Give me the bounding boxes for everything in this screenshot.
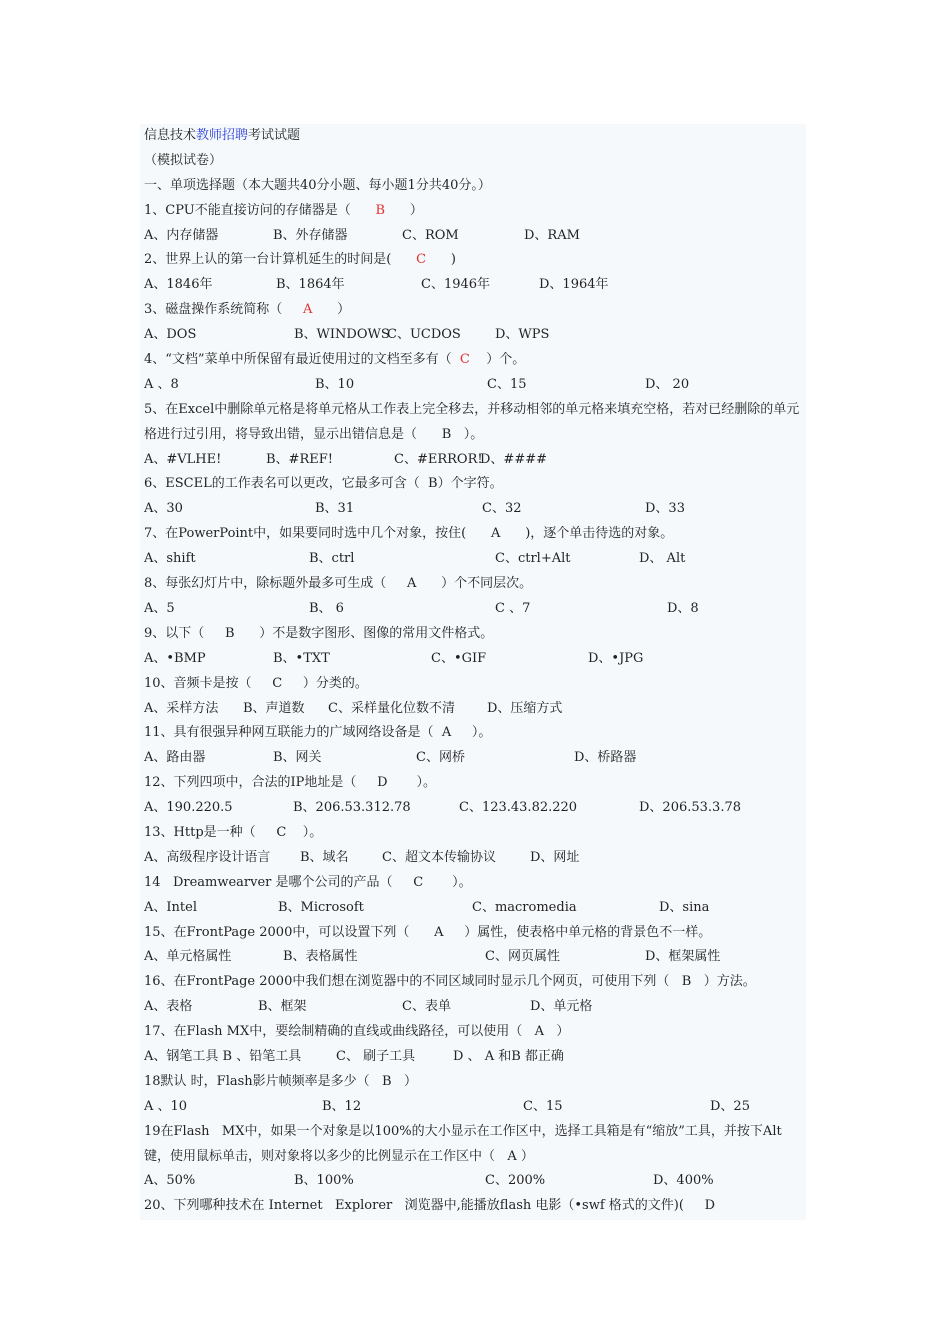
answer-mark: D [377,775,388,791]
option-A: A、shift [144,551,196,567]
question-text-end: ）不是数字图形、图像的常用文件格式。 [234,625,494,641]
answer-mark: A [441,725,452,741]
option-B: B、网关 [273,750,322,766]
question-list [144,199,808,1220]
options-row-5 [144,448,808,473]
options-row-18 [144,1095,808,1120]
option-D: D、1964年 [539,277,609,293]
options-row-3 [144,323,808,348]
question-1 [144,199,808,224]
options-row-19 [144,1169,808,1194]
question-3 [144,298,808,323]
option-C: C、123.43.82.220 [459,800,578,816]
question-text: 11、具有很强异种网互联能力的广域网络设备是（ [144,725,442,741]
answer-mark: A [406,576,417,592]
option-B: B、WINDOWS [294,327,390,343]
option-A: A、•BMP [144,650,206,666]
option-B: B、100% [294,1173,354,1189]
options-row-2 [144,273,808,298]
option-D: D、#### [480,451,547,467]
question-text: 9、以下（ [144,625,225,641]
option-A: A、DOS [144,327,197,343]
question-text-end: ）。 [451,426,484,442]
question-text-end: ）个不同层次。 [416,576,533,592]
option-D: D、33 [645,501,685,517]
question-5 [144,398,808,448]
option-C: C、网桥 [416,750,465,766]
option-B: B、#REF! [266,451,333,467]
question-12 [144,771,808,796]
options-row-9 [144,647,808,672]
answer-mark: A [302,302,313,318]
option-C: C、200% [485,1173,546,1189]
answer-mark: C [459,352,470,368]
question-text-end: ）个字符。 [437,476,503,492]
section-heading: 一、单项选择题（本大题共40分小题、每小题1分共40分。） [144,177,491,193]
options-row-1 [144,224,808,249]
option-B: B、•TXT [273,650,330,666]
option-A: A 、8 [144,376,179,392]
option-D: D、网址 [530,849,580,865]
options-row-15 [144,945,808,970]
option-A: A、1846年 [144,277,213,293]
option-C: D 、 A 和B 都正确 [453,1048,564,1064]
option-D: D、206.53.3.78 [639,800,741,816]
answer-mark: C [416,252,427,268]
option-B: C、 刷子工具 [336,1048,416,1064]
option-D: D、•JPG [588,650,644,666]
doc-subtitle: （模拟试卷） [144,152,223,168]
question-text: 19在Flash MX中，如果一个对象是以100%的大小显示在工作区中，选择工具箱是有“缩放”工具，并按下Alt 键，使用鼠标单击，则对象将以多少的比例显示在工作区中（ [144,1123,786,1164]
question-text-end: ）个。 [469,352,526,368]
question-18 [144,1070,808,1095]
question-text: 1、CPU不能直接访问的存储器是（ [144,202,376,218]
question-text: 15、在FrontPage 2000中，可以设置下列（ [144,924,435,940]
question-text: 16、在FrontPage 2000中我们想在浏览器中的不同区域同时显示几个网页，可使用下列（ [144,974,682,990]
option-D: D、压缩方式 [487,700,563,716]
option-A: A、5 [144,600,175,616]
option-B: B、12 [322,1098,362,1114]
option-D: D、25 [710,1098,750,1114]
question-text-end: ）。 [286,824,323,840]
option-C: C、采样量化位数不清 [328,700,455,716]
question-text: 13、Http是一种（ [144,824,277,840]
option-B: B、框架 [258,999,307,1015]
question-11 [144,721,808,746]
option-C: C、ROM [402,227,459,243]
option-A: A、单元格属性 [144,949,232,965]
question-7 [144,522,808,547]
option-C: C、15 [523,1098,563,1114]
options-row-13 [144,846,808,871]
question-text: 3、磁盘操作系统简称（ [144,302,303,318]
option-A: A、Intel [144,899,197,915]
option-C: C、•GIF [431,650,487,666]
option-D: D、400% [653,1173,714,1189]
option-B: B、外存储器 [273,227,348,243]
options-row-12 [144,796,808,821]
option-B: B、ctrl [309,551,355,567]
answer-mark: B [382,1073,392,1089]
question-text-end: ） [544,1024,570,1040]
option-A: A 、10 [144,1098,188,1114]
option-C: C、表单 [402,999,451,1015]
option-C: C、macromedia [472,899,577,915]
question-15 [144,921,808,946]
question-text-end: ）。 [423,874,472,890]
option-B: B、表格属性 [283,949,358,965]
question-13 [144,821,808,846]
option-D: D、单元格 [530,999,593,1015]
options-row-4 [144,373,808,398]
question-text: 18默认 时，Flash影片帧频率是多少（ [144,1073,383,1089]
question-text-end: ）。 [387,775,436,791]
question-9 [144,622,808,647]
option-B: B、域名 [300,849,349,865]
option-B: B、 6 [309,600,344,616]
options-row-17 [144,1045,808,1070]
question-6 [144,472,808,497]
question-text-end: ） [385,202,423,218]
option-C: C、#ERROR! [394,451,483,467]
option-C: C、15 [487,376,527,392]
question-text-end: ） [312,302,351,318]
option-D: D、WPS [495,327,550,343]
options-row-6 [144,497,808,522]
options-row-10 [144,697,808,722]
question-text: 5、在Excel中删除单元格是将单元格从工作表上完全移去，并移动相邻的单元格来填充空格，若对已经删除的单元格进行过引用，将导致出错，显示出错信息是（ [144,401,800,442]
question-text: 20、下列哪种技术在 Internet Explorer 浏览器中,能播放flash 电影（•swf 格式的文件)( [144,1198,705,1214]
answer-mark: A [491,526,501,542]
question-text-end: ）方法。 [691,974,756,990]
answer-mark: D [704,1198,716,1214]
option-A: A、#VLHE! [144,451,222,467]
option-B: B、1864年 [276,277,345,293]
option-D: D、框架属性 [645,949,721,965]
option-C: C、ctrl+Alt [495,551,571,567]
options-row-14 [144,896,808,921]
answer-mark: B [681,974,692,990]
option-C: C、超文本传输协议 [382,849,496,865]
option-D: D、RAM [524,227,580,243]
answer-mark: A [534,1024,545,1040]
option-A: A、采样方法 [144,700,219,716]
option-A: A、表格 [144,999,193,1015]
options-row-11 [144,746,808,771]
question-19 [144,1120,808,1170]
question-text: 8、每张幻灯片中，除标题外最多可生成（ [144,576,407,592]
question-20 [144,1194,808,1219]
answer-mark: A [434,924,444,940]
answer-mark: C [276,824,287,840]
option-C: C、UCDOS [387,327,461,343]
options-row-7 [144,547,808,572]
question-text: 4、“文档”菜单中所保留有最近使用过的文档至多有（ [144,352,460,368]
question-text: 12、下列四项中，合法的IP地址是（ [144,775,378,791]
option-A: A、钢笔工具 B 、铅笔工具 [144,1048,302,1064]
question-text-end: ）。 [451,725,492,741]
option-C: C 、7 [495,600,531,616]
question-10 [144,672,808,697]
question-text-end: ) [426,252,456,268]
question-text-end: ）分类的。 [282,675,368,691]
question-text-end: ） [516,1148,534,1164]
option-D: D、8 [667,600,699,616]
option-A: A、50% [144,1173,196,1189]
options-row-16 [144,995,808,1020]
question-text: 17、在Flash MX中，要绘制精确的直线或曲线路径，可以使用（ [144,1024,535,1040]
option-C: C、32 [482,501,522,517]
question-17 [144,1020,808,1045]
option-A: A、190.220.5 [144,800,233,816]
question-text: 6、ESCEL的工作表名可以更改，它最多可含（ [144,476,429,492]
question-16 [144,970,808,995]
option-C: C、网页属性 [485,949,560,965]
question-4 [144,348,808,373]
question-14 [144,871,808,896]
option-D: D、桥路器 [574,750,637,766]
question-text-end: ）属性，使表格中单元格的背景色不一样。 [443,924,712,940]
answer-mark: C [272,675,283,691]
option-B: B、10 [315,376,355,392]
question-text: 7、在PowerPoint中，如果要同时选中几个对象，按住( [144,526,492,542]
answer-mark: B [224,625,235,641]
option-D: D、sina [659,899,710,915]
question-text: 10、音频卡是按（ [144,675,273,691]
title-link[interactable]: 教师招聘 [196,128,249,143]
question-text: 14 Dreamwearver 是哪个公司的产品（ [144,874,414,890]
question-2 [144,248,808,273]
answer-mark: A [507,1148,517,1164]
option-A: A、高级程序设计语言 [144,849,271,865]
option-A: A、路由器 [144,750,206,766]
doc-title: 信息技术教师招聘考试试题 [144,128,301,143]
answer-mark: B [375,202,386,218]
answer-mark: B [428,476,438,492]
question-text-end: ） [391,1073,418,1089]
option-B: B、206.53.312.78 [293,800,411,816]
answer-mark: B [441,426,452,442]
option-B: B、Microsoft [278,899,364,915]
answer-mark: C [413,874,424,890]
option-A: A、30 [144,501,183,517]
options-row-8 [144,597,808,622]
option-D: D、 Alt [639,551,686,567]
option-B: B、声道数 [243,700,305,716]
question-text: 2、世界上认的第一台计算机延生的时间是( [144,252,417,268]
option-D: D、 20 [645,376,690,392]
option-C: C、1946年 [421,277,491,293]
option-A: A、内存储器 [144,227,219,243]
exam-document [144,124,808,1219]
option-B: B、31 [315,501,355,517]
question-text-end: )，逐个单击待选的对象。 [500,526,674,542]
question-8 [144,572,808,597]
